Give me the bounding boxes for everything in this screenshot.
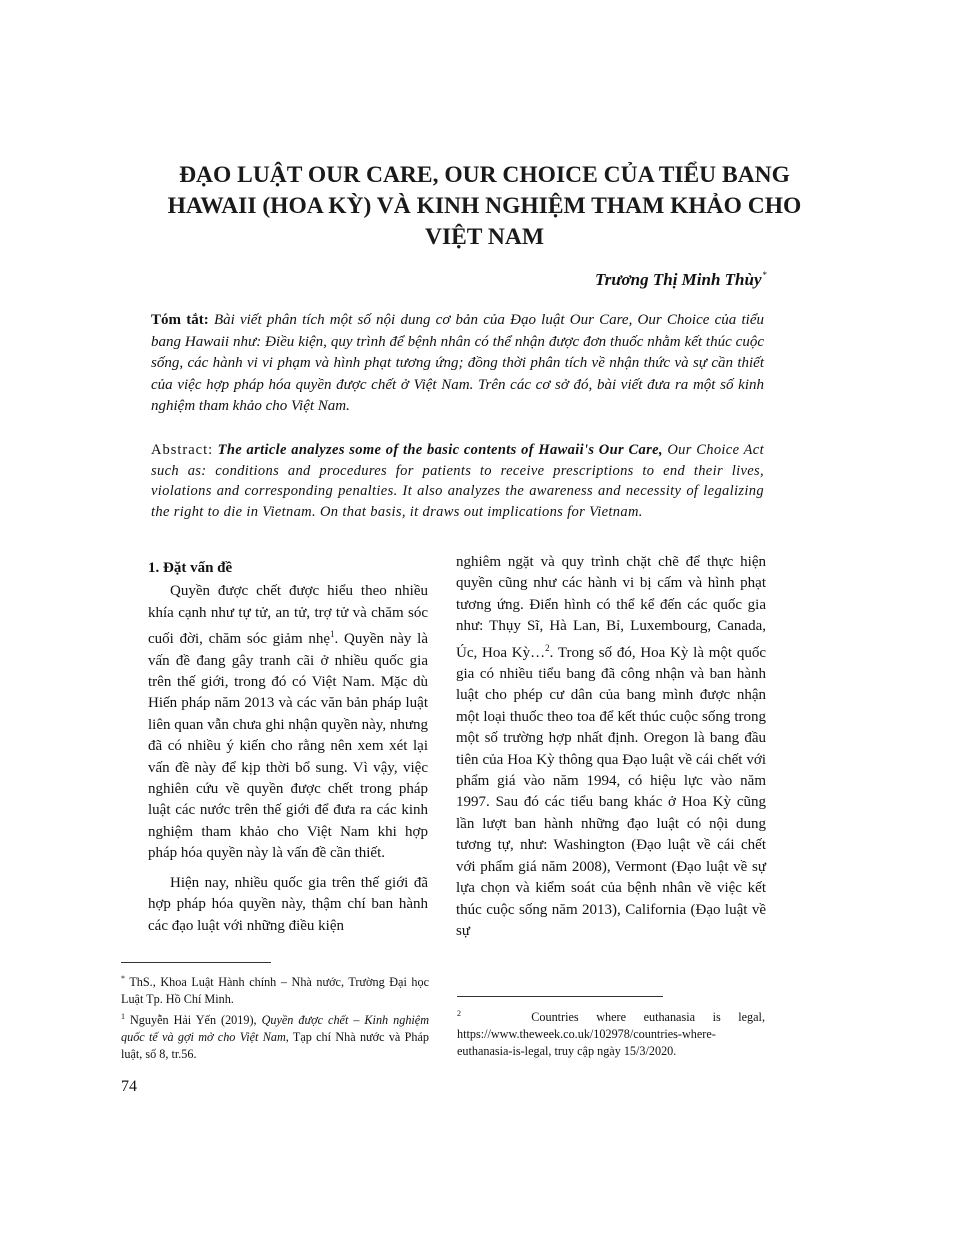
footnote-2 [457, 1005, 765, 1060]
paragraph-1 [148, 581, 428, 864]
footnote-1-text-b: , Tạp chí Nhà nước và Pháp luật, số 8, tr.56. [121, 1030, 429, 1061]
title-line-2: HAWAII (HOA KỲ) VÀ KINH NGHIỆM THAM KHẢO CHO [167, 193, 802, 219]
abstract-vietnamese [151, 310, 764, 418]
article-title [120, 160, 849, 253]
footnote-author [121, 970, 429, 1008]
footnote-author-text: ThS., Khoa Luật Hành chính – Nhà nước, Trường Đại học Luật Tp. Hồ Chí Minh. [121, 975, 429, 1006]
paragraph-1-text-a: Quyền được chết được hiểu theo nhiều khía cạnh như tự tử, an tử, trợ tử và chăm sóc cuối đời, chăm sóc giảm nhẹ [148, 583, 428, 648]
footnote-author-mark: * [121, 974, 125, 983]
footnote-2-text: Countries where euthanasia is legal, https://www.theweek.co.uk/102978/countries-where-euthanasia-is-legal, truy cập ngày 15/3/2020. [457, 1010, 765, 1058]
title-line-1: ĐẠO LUẬT OUR CARE, OUR CHOICE CỦA TIỂU BANG [179, 162, 790, 188]
footnote-divider-right [457, 996, 663, 997]
footnote-1-text-a: Nguyễn Hải Yến (2019), [130, 1013, 262, 1027]
footnote-1-mark: 1 [121, 1012, 125, 1021]
abstract-vi-label: Tóm tắt: [151, 312, 209, 328]
body-column-left [148, 558, 428, 937]
abstract-en-first-line: The article analyzes some of the basic contents of Hawaii's Our Care, [217, 442, 663, 458]
abstract-vi-text: Bài viết phân tích một số nội dung cơ bản của Đạo luật Our Care, Our Choice của tiểu bang Hawaii như: Điều kiện, quy trình để bệnh nhân có thể nhận được đơn thuốc nhằm kết thúc cuộc sống, các hành vi vi phạm và hình phạt tương ứng; đồng thời phân tích về nhận thức và sự cần thiết của việc hợp pháp hóa quyền được chết ở Việt Nam. Trên các cơ sở đó, bài viết đưa ra một số kinh nghiệm tham khảo cho Việt Nam. [151, 312, 764, 414]
section-heading: 1. Đặt vấn đề [148, 560, 233, 576]
body-column-right [456, 552, 766, 942]
title-line-3: VIỆT NAM [424, 224, 545, 250]
footnote-2-mark: 2 [457, 1009, 461, 1018]
abstract-english [151, 440, 764, 522]
paragraph-2-cont-text-b: . Trong số đó, Hoa Kỳ là một quốc gia có nhiều tiểu bang đã công nhận và ban hành luật cho phép cư dân của bang mình được nhận một loại thuốc theo toa để kết thúc cuộc sống trong một số trường hợp nhất định. Oregon là bang đầu tiên của Hoa Kỳ thông qua Đạo luật về cái chết với phẩm giá vào năm 1994, có hiệu lực vào năm 1997. Sau đó các tiểu bang khác ở Hoa Kỳ cũng lần lượt ban hành những đạo luật có nội dung tương tự, như: Washington (Đạo luật về cái chết với phẩm giá năm 2008), Vermont (Đạo luật về sự lựa chọn và kiểm soát của bệnh nhân về việc kết thúc cuộc sống năm 2013), California (Đạo luật về sự [456, 644, 766, 939]
abstract-en-text: Our Choice Act such as: conditions and procedures for patients to receive prescriptions to end their lives, violations and corresponding penalties. It also analyzes the awareness and necessity of legalizing the right to die in Vietnam. On that basis, it draws out implications for Vietnam. [151, 442, 764, 520]
footnote-1 [121, 1008, 429, 1063]
footnotes-left [121, 970, 429, 1063]
author-footnote-mark[interactable]: * [762, 270, 767, 280]
footnotes-right [457, 1005, 765, 1060]
page-number: 74 [121, 1078, 137, 1095]
paragraph-2-cont-text-a: nghiêm ngặt và quy trình chặt chẽ để thực hiện quyền cũng như các hành vi bị cấm và hình phạt tương ứng. Điển hình có thể kể đến các quốc gia như: Thụy Sĩ, Hà Lan, Bỉ, Luxembourg, Canada, Úc, Hoa Kỳ… [456, 554, 766, 661]
author-line [595, 270, 767, 290]
paragraph-2-continued [456, 552, 766, 942]
paragraph-1-text-b: . Quyền này là vấn đề đang gây tranh cãi ở nhiều quốc gia trên thế giới, trong đó có Việt Nam. Mặc dù Hiến pháp năm 2013 và các văn bản pháp luật liên quan vẫn chưa ghi nhận quyền này, nhưng đã có nhiều ý kiến cho rằng nên xem xét lại vấn đề này để kịp thời bổ sung. Vì vậy, việc nghiên cứu về quyền được chết trong pháp luật các nước trên thế giới để đưa ra các kinh nghiệm tham khảo cho Việt Nam khi hợp pháp hóa quyền này là vấn đề cần thiết. [148, 631, 428, 862]
footnote-ref-2[interactable]: 2 [545, 642, 550, 653]
footnote-1-italic: Quyền được chết – Kinh nghiệm quốc tế và gợi mở cho Việt Nam [121, 1013, 430, 1044]
paragraph-2: Hiện nay, nhiều quốc gia trên thế giới đã hợp pháp hóa quyền này, thậm chí ban hành các đạo luật với những điều kiện [148, 874, 428, 934]
footnote-divider-left [121, 962, 271, 963]
author-name: Trương Thị Minh Thùy [594, 270, 762, 289]
footnote-ref-1[interactable]: 1 [330, 629, 335, 640]
abstract-en-label: Abstract: [151, 442, 214, 458]
